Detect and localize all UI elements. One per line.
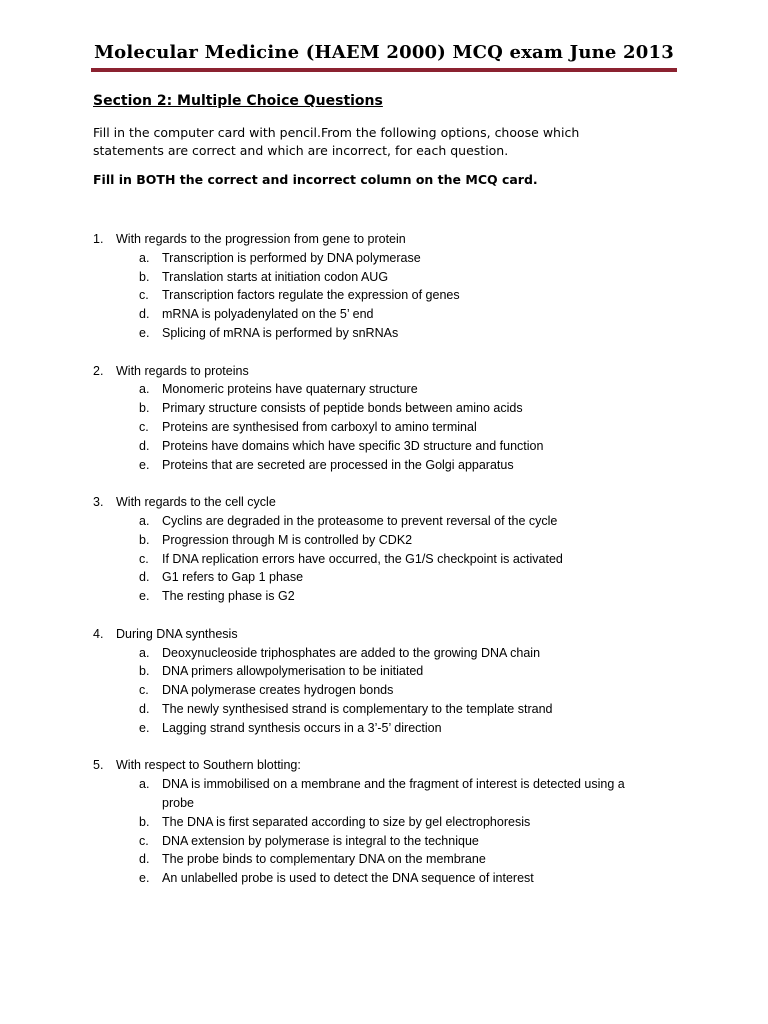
question-number: 1. [93, 232, 104, 246]
question-text: During DNA synthesis [116, 626, 238, 641]
option-letter: e. [139, 871, 150, 886]
option-letter: c. [139, 419, 149, 434]
option-text: An unlabelled probe is used to detect the DNA sequence of interest [162, 871, 534, 886]
option-letter: d. [139, 701, 150, 716]
option-letter: b. [139, 401, 150, 416]
option-item [139, 681, 673, 700]
option-letter: b. [139, 664, 150, 679]
question-item [93, 493, 673, 606]
option-text: Cyclins are degraded in the proteasome to prevent reversal of the cycle [162, 513, 558, 528]
section-heading: Section 2: Multiple Choice Questions [93, 93, 383, 109]
option-item [139, 249, 673, 268]
question-number: 2. [93, 363, 104, 378]
question-stem [93, 756, 673, 775]
option-item [139, 399, 673, 418]
option-letter: d. [139, 307, 150, 322]
option-letter: d. [139, 852, 150, 867]
option-list [93, 249, 673, 343]
option-text: DNA polymerase creates hydrogen bonds [162, 683, 394, 698]
option-letter: b. [139, 269, 150, 284]
option-letter: c. [139, 833, 149, 848]
option-text: The newly synthesised strand is complementary to the template strand [162, 701, 553, 716]
question-stem [93, 230, 673, 249]
option-letter: e. [139, 720, 150, 735]
option-letter: e. [139, 589, 150, 604]
option-letter: a. [139, 777, 150, 792]
question-item [93, 230, 673, 343]
option-text: Primary structure consists of peptide bonds between amino acids [162, 401, 523, 416]
header-rule [91, 68, 677, 72]
option-item [139, 644, 673, 663]
option-letter: d. [139, 438, 150, 453]
option-letter: a. [139, 382, 150, 397]
option-item [139, 775, 673, 813]
option-text: If DNA replication errors have occurred, the G1/S checkpoint is activated [162, 551, 563, 566]
question-text: With regards to the cell cycle [116, 495, 276, 510]
option-text: Translation starts at initiation codon AUG [162, 269, 389, 284]
option-text: Lagging strand synthesis occurs in a 3’-5’ direction [162, 720, 442, 735]
option-text: The resting phase is G2 [162, 589, 295, 604]
option-item [139, 437, 673, 456]
option-letter: c. [139, 683, 149, 698]
option-text: DNA is immobilised on a membrane and the fragment of interest is detected using a probe [162, 777, 625, 810]
option-text: G1 refers to Gap 1 phase [162, 570, 304, 585]
option-item [139, 568, 673, 587]
question-text: With respect to Southern blotting: [116, 758, 301, 773]
option-list [93, 380, 673, 474]
option-text: DNA extension by polymerase is integral to the technique [162, 833, 479, 848]
question-item [93, 756, 673, 888]
option-list [93, 775, 673, 888]
option-letter: e. [139, 457, 150, 472]
option-text: DNA primers allowpolymerisation to be initiated [162, 664, 424, 679]
question-list [93, 230, 673, 907]
option-item [139, 719, 673, 738]
question-item [93, 625, 673, 738]
option-item [139, 550, 673, 569]
question-number: 3. [93, 495, 104, 510]
question-item [93, 362, 673, 475]
option-item [139, 832, 673, 851]
option-item [139, 512, 673, 531]
option-text: Splicing of mRNA is performed by snRNAs [162, 325, 399, 340]
option-item [139, 531, 673, 550]
option-text: mRNA is polyadenylated on the 5’ end [162, 307, 374, 322]
option-item [139, 850, 673, 869]
option-item [139, 305, 673, 324]
option-text: The DNA is first separated according to size by gel electrophoresis [162, 814, 531, 829]
option-item [139, 268, 673, 287]
option-letter: d. [139, 570, 150, 585]
option-list [93, 644, 673, 738]
option-item [139, 380, 673, 399]
option-item [139, 418, 673, 437]
option-text: The probe binds to complementary DNA on the membrane [162, 852, 486, 867]
option-item [139, 662, 673, 681]
option-item [139, 456, 673, 475]
option-text: Transcription is performed by DNA polymerase [162, 250, 421, 265]
option-letter: b. [139, 814, 150, 829]
option-letter: e. [139, 325, 150, 340]
option-text: Proteins that are secreted are processed in the Golgi apparatus [162, 457, 514, 472]
option-item [139, 286, 673, 305]
question-number: 4. [93, 626, 104, 641]
option-list [93, 512, 673, 606]
option-item [139, 700, 673, 719]
option-item [139, 587, 673, 606]
page-title: Molecular Medicine (HAEM 2000) MCQ exam June 2013 [94, 42, 674, 63]
question-stem [93, 362, 673, 381]
instructions-text: Fill in the computer card with pencil.From the following options, choose which statements are correct and which are incorrect, for each question. [93, 125, 580, 158]
option-letter: a. [139, 645, 150, 660]
option-letter: a. [139, 250, 150, 265]
option-text: Progression through M is controlled by CDK2 [162, 532, 413, 547]
question-stem [93, 625, 673, 644]
option-text: Proteins have domains which have specific 3D structure and function [162, 438, 544, 453]
question-text: With regards to the progression from gene to protein [116, 232, 406, 246]
option-text: Deoxynucleoside triphosphates are added to the growing DNA chain [162, 645, 541, 660]
option-letter: b. [139, 532, 150, 547]
instructions-bold-text: Fill in BOTH the correct and incorrect column on the MCQ card. [93, 172, 538, 187]
option-text: Monomeric proteins have quaternary structure [162, 382, 418, 397]
question-text: With regards to proteins [116, 363, 249, 378]
option-item [139, 813, 673, 832]
option-text: Proteins are synthesised from carboxyl to amino terminal [162, 419, 477, 434]
option-item [139, 324, 673, 343]
option-letter: c. [139, 551, 149, 566]
option-item [139, 869, 673, 888]
option-letter: c. [139, 288, 149, 303]
question-stem [93, 493, 673, 512]
option-letter: a. [139, 513, 150, 528]
question-number: 5. [93, 758, 104, 773]
option-text: Transcription factors regulate the expression of genes [162, 288, 460, 303]
